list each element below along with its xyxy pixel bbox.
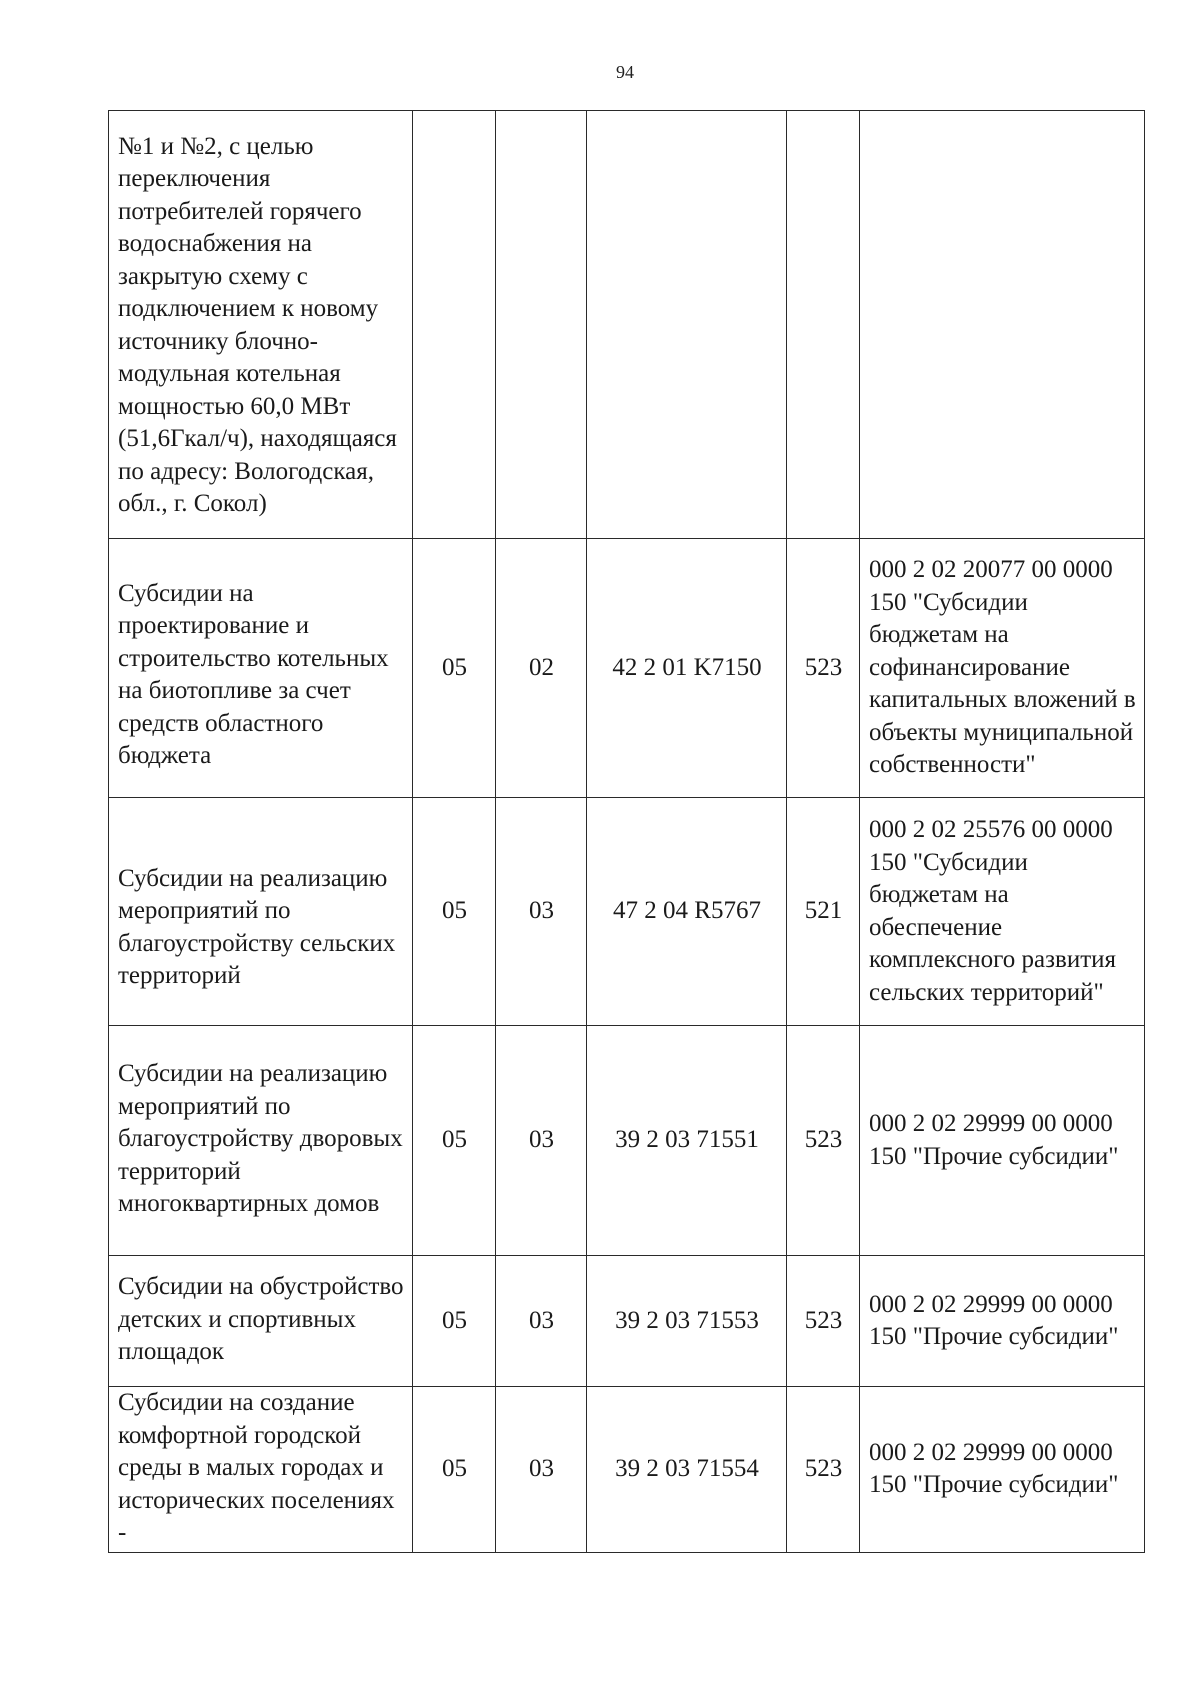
row-section: 05 — [413, 1256, 496, 1387]
row-subsection: 03 — [496, 1256, 587, 1387]
table-row — [109, 539, 1145, 798]
row-section: 05 — [413, 798, 496, 1026]
page-number: 94 — [616, 62, 634, 82]
row-expense-type: 523 — [787, 539, 860, 798]
row-revenue-code: 000 2 02 29999 00 0000 150 "Прочие субсидии" — [860, 1256, 1145, 1387]
row-section — [413, 111, 496, 539]
row-subsection — [496, 111, 587, 539]
row-name: Субсидии на создание комфортной городской среды в малых городах и исторических поселениях - — [109, 1387, 413, 1553]
row-target-article: 39 2 03 71551 — [587, 1026, 787, 1256]
table-row — [109, 1026, 1145, 1256]
row-expense-type: 523 — [787, 1026, 860, 1256]
row-revenue-code: 000 2 02 29999 00 0000 150 "Прочие субсидии" — [860, 1387, 1145, 1553]
row-revenue-code: 000 2 02 25576 00 0000 150 "Субсидии бюджетам на обеспечение комплексного развития сельских территорий" — [860, 798, 1145, 1026]
row-name: №1 и №2, с целью переключения потребителей горячего водоснабжения на закрытую схему с подключением к новому источнику блочно-модульная котельная мощностью 60,0 МВт (51,6Гкал/ч), находящаяся по адресу: Вологодская, обл., г. Сокол) — [109, 111, 413, 539]
row-subsection: 02 — [496, 539, 587, 798]
row-revenue-code: 000 2 02 29999 00 0000 150 "Прочие субсидии" — [860, 1026, 1145, 1256]
row-name: Субсидии на реализацию мероприятий по благоустройству сельских территорий — [109, 798, 413, 1026]
row-subsection: 03 — [496, 1387, 587, 1553]
row-expense-type: 523 — [787, 1256, 860, 1387]
row-subsection: 03 — [496, 798, 587, 1026]
row-expense-type — [787, 111, 860, 539]
table-row — [109, 1256, 1145, 1387]
row-revenue-code: 000 2 02 20077 00 0000 150 "Субсидии бюджетам на софинансирование капитальных вложений в объекты муниципальной собственности" — [860, 539, 1145, 798]
row-expense-type: 523 — [787, 1387, 860, 1553]
table-row — [109, 1387, 1145, 1553]
row-section: 05 — [413, 1026, 496, 1256]
row-target-article — [587, 111, 787, 539]
row-section: 05 — [413, 1387, 496, 1553]
budget-table — [108, 110, 1145, 1553]
row-target-article: 47 2 04 R5767 — [587, 798, 787, 1026]
row-name: Субсидии на реализацию мероприятий по благоустройству дворовых территорий многоквартирных домов — [109, 1026, 413, 1256]
row-expense-type: 521 — [787, 798, 860, 1026]
row-name: Субсидии на проектирование и строительство котельных на биотопливе за счет средств областного бюджета — [109, 539, 413, 798]
row-target-article: 39 2 03 71553 — [587, 1256, 787, 1387]
row-target-article: 42 2 01 K7150 — [587, 539, 787, 798]
row-target-article: 39 2 03 71554 — [587, 1387, 787, 1553]
row-subsection: 03 — [496, 1026, 587, 1256]
row-revenue-code — [860, 111, 1145, 539]
row-name: Субсидии на обустройство детских и спортивных площадок — [109, 1256, 413, 1387]
table-row — [109, 798, 1145, 1026]
table-row — [109, 111, 1145, 539]
row-section: 05 — [413, 539, 496, 798]
